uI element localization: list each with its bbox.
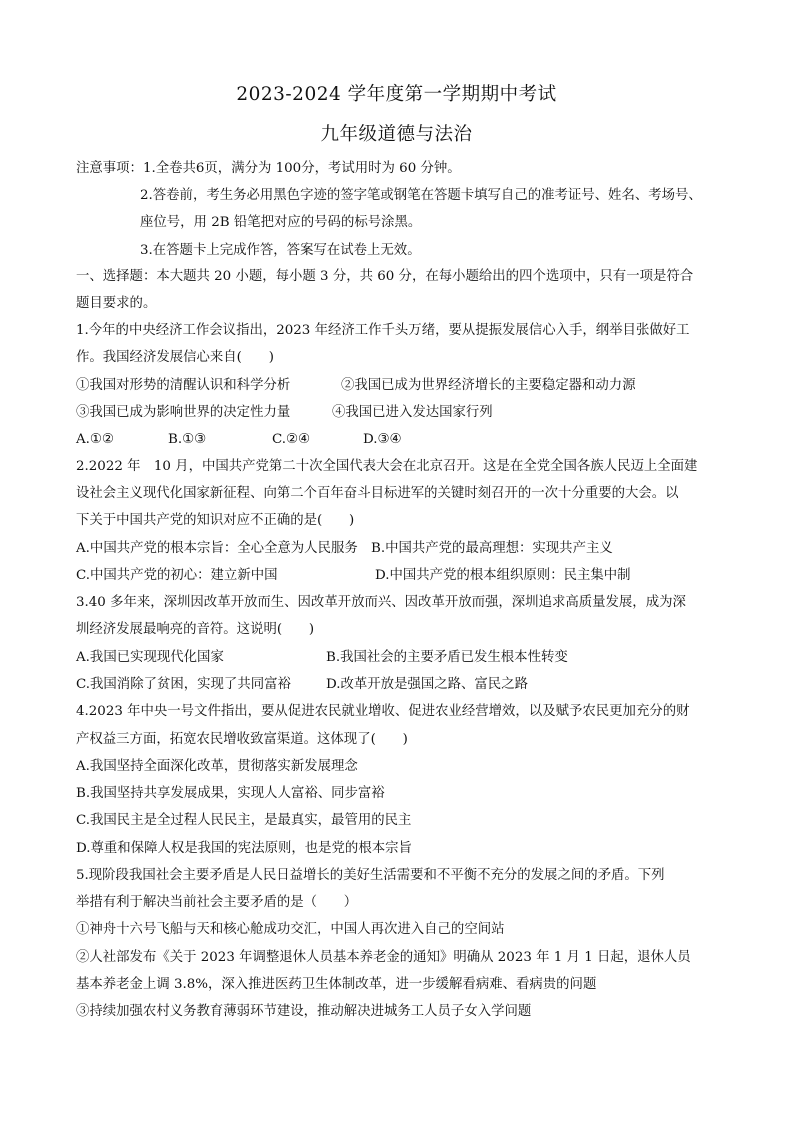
q3-stem-line-2: 圳经济发展最响亮的音符。这说明( ) bbox=[76, 622, 315, 637]
q5-statement-2-line-1: ②人社部发布《关于 2023 年调整退休人员基本养老金的通知》明确从 2023 年 1 月 1 日起，退休人员 bbox=[76, 950, 691, 965]
q4-option-a: A.我国坚持全面深化改革，贯彻落实新发展理念 bbox=[76, 759, 358, 774]
q1-option-d: D.③④ bbox=[363, 432, 402, 447]
q1-stem-line-1: 1.今年的中央经济工作会议指出，2023 年经济工作千头万绪，要从提振发展信心入手，纲举目张做好工 bbox=[76, 323, 690, 338]
q3-option-b: B.我国社会的主要矛盾已发生根本性转变 bbox=[326, 650, 568, 665]
q1-options bbox=[76, 431, 726, 449]
q1-option-c: C.②④ bbox=[272, 432, 311, 447]
q1-statement-2: ②我国已成为世界经济增长的主要稳定器和动力源 bbox=[341, 378, 636, 393]
q4-option-c: C.我国民主是全过程人民民主，是最真实，最管用的民主 bbox=[76, 813, 412, 828]
q5-statement-1: ①神舟十六号飞船与天和核心舱成功交汇，中国人再次进入自己的空间站 bbox=[76, 922, 505, 937]
q1-statements-row-1 bbox=[76, 377, 726, 395]
q5-statement-3: ③持续加强农村义务教育薄弱环节建设，推动解决进城务工人员子女入学问题 bbox=[76, 1004, 532, 1019]
section-heading-line-1: 一、选择题：本大题共 20 小题，每小题 3 分，共 60 分，在每小题给出的四个选项中，只有一项是符合 bbox=[76, 269, 694, 284]
q1-stem-line-2: 作。我国经济发展信心来自( ) bbox=[76, 350, 274, 365]
q3-options-row-2 bbox=[76, 676, 726, 694]
q5-stem-line-1: 5.现阶段我国社会主要矛盾是人民日益增长的美好生活需要和不平衡不充分的发展之间的矛盾。下列 bbox=[76, 868, 665, 883]
q2-option-d: D.中国共产党的根本组织原则：民主集中制 bbox=[375, 568, 631, 583]
q1-statement-3: ③我国已成为影响世界的决定性力量 bbox=[76, 405, 291, 420]
q1-option-a: A.①② bbox=[76, 432, 114, 447]
notice-item-2-line-1: 2.答卷前，考生务必用黑色字迹的签字笔或钢笔在答题卡填写自己的准考证号、姓名、考场号、 bbox=[140, 188, 702, 203]
q5-stem-line-2: 举措有利于解决当前社会主要矛盾的是（ ） bbox=[76, 895, 358, 910]
q3-stem-line-1: 3.40 多年来，深圳因改革开放而生、因改革开放而兴、因改革开放而强，深圳追求高质量发展，成为深 bbox=[76, 595, 686, 610]
q2-options-row-1 bbox=[76, 540, 726, 558]
q2-stem-line-2: 设社会主义现代化国家新征程、向第二个百年奋斗目标进军的关键时刻召开的一次十分重要的大会。以 bbox=[76, 486, 679, 501]
q2-option-a: A.中国共产党的根本宗旨：全心全意为人民服务 bbox=[76, 541, 358, 556]
q3-options-row-1 bbox=[76, 649, 726, 667]
q2-stem-line-3: 下关于中国共产党的知识对应不正确的是( ) bbox=[76, 513, 355, 528]
q2-option-b: B.中国共产党的最高理想：实现共产主义 bbox=[371, 541, 613, 556]
q1-statement-4: ④我国已进入发达国家行列 bbox=[332, 405, 493, 420]
q4-option-b: B.我国坚持共享发展成果，实现人人富裕、同步富裕 bbox=[76, 786, 385, 801]
notice-item-2-line-2: 座位号，用 2B 铅笔把对应的号码的标号涂黑。 bbox=[140, 215, 422, 230]
q3-option-c: C.我国消除了贫困，实现了共同富裕 bbox=[76, 677, 291, 692]
exam-subtitle: 九年级道德与法治 bbox=[320, 124, 473, 145]
q1-statements-row-2 bbox=[76, 404, 726, 422]
q3-option-a: A.我国已实现现代化国家 bbox=[76, 650, 224, 665]
q2-stem-line-1: 2.2022 年 10 月，中国共产党第二十次全国代表大会在北京召开。这是在全党全国各族人民迈上全面建 bbox=[76, 459, 698, 474]
q4-stem-line-2: 产权益三方面，拓宽农民增收致富渠道。这体现了( ) bbox=[76, 732, 408, 747]
q5-statement-2-line-2: 基本养老金上调 3.8%，深入推进医药卫生体制改革，进一步缓解看病难、看病贵的问题 bbox=[76, 977, 597, 992]
section-heading-line-2: 题目要求的。 bbox=[76, 296, 157, 311]
q2-options-row-2 bbox=[76, 567, 726, 585]
q2-option-c: C.中国共产党的初心：建立新中国 bbox=[76, 568, 278, 583]
q3-option-d: D.改革开放是强国之路、富民之路 bbox=[326, 677, 528, 692]
notice-item-1: 注意事项：1.全卷共6页，满分为 100分，考试用时为 60 分钟。 bbox=[76, 161, 461, 176]
q4-option-d: D.尊重和保障人权是我国的宪法原则，也是党的根本宗旨 bbox=[76, 841, 412, 856]
notice-item-3: 3.在答题卡上完成作答，答案写在试卷上无效。 bbox=[140, 243, 421, 258]
q1-statement-1: ①我国对形势的清醒认识和科学分析 bbox=[76, 378, 291, 393]
q4-stem-line-1: 4.2023 年中央一号文件指出，要从促进农民就业增收、促进农业经营增效，以及赋予农民更加充分的财 bbox=[76, 704, 690, 719]
exam-title: 2023-2024 学年度第一学期期中考试 bbox=[236, 84, 557, 105]
q1-option-b: B.①③ bbox=[168, 432, 207, 447]
